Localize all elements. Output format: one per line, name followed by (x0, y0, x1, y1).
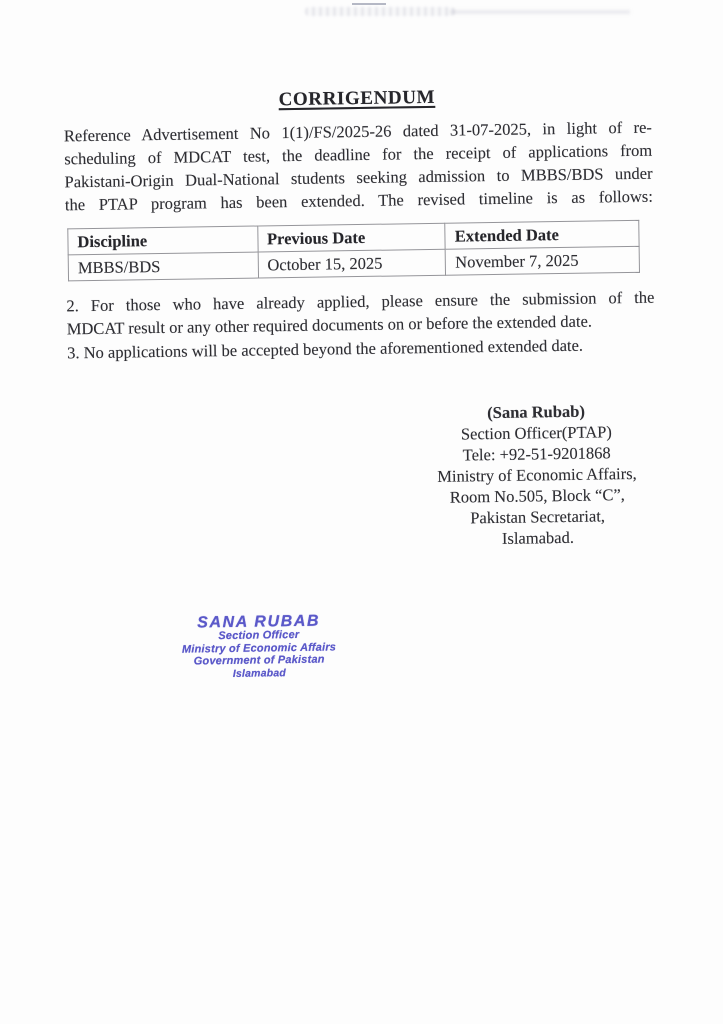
paragraph-line: 2. For those who have already applied, please ensure the submission of the (66, 287, 655, 316)
stamp-government: Government of Pakistan (193, 653, 325, 668)
signature-block (402, 399, 672, 550)
paragraph-line: Reference Advertisement No 1(1)/FS/2025-26 dated 31-07-2025, in light of re- (63, 117, 652, 146)
cell-previous-date: October 15, 2025 (258, 249, 446, 278)
paragraph-line: scheduling of MDCAT test, the deadline for the receipt of applications from (64, 140, 653, 169)
revised-timeline-table (67, 220, 640, 281)
paragraph-line: Pakistani-Origin Dual-National students seeking admission to MBBS/BDS under (64, 163, 653, 192)
document-title: CORRIGENDUM (278, 86, 436, 111)
stamp-designation: Section Officer (218, 628, 300, 643)
table-header-previous-date: Previous Date (257, 223, 445, 252)
signatory-city: Islamabad. (501, 527, 575, 548)
ink-stamp (161, 613, 357, 681)
stamp-ministry: Ministry of Economic Affairs (181, 640, 337, 656)
signatory-room: Room No.505, Block “C”, (449, 485, 625, 507)
cell-extended-date: November 7, 2025 (446, 246, 640, 275)
stamp-city: Islamabad (232, 666, 287, 680)
table-header-discipline: Discipline (68, 226, 258, 255)
paragraph-already-applied (66, 286, 655, 341)
cell-discipline: MBBS/BDS (68, 252, 258, 281)
paragraph-line: 3. No applications will be accepted beyond the aforementioned extended date. (66, 335, 584, 363)
paragraph-reference (64, 116, 653, 217)
signatory-secretariat: Pakistan Secretariat, (470, 506, 606, 528)
signatory-phone: Tele: +92-51-9201868 (462, 443, 611, 465)
paragraph-line: MDCAT result or any other required documents on or before the extended date. (66, 311, 593, 339)
signatory-ministry: Ministry of Economic Affairs, (437, 463, 637, 486)
signatory-name: (Sana Rubab) (487, 401, 586, 423)
paragraph-line: the PTAP program has been extended. The revised timeline is as follows: (64, 186, 654, 215)
signatory-designation: Section Officer(PTAP) (460, 422, 612, 444)
table-header-extended-date: Extended Date (445, 220, 639, 249)
stamp-name: SANA RUBAB (197, 612, 321, 632)
